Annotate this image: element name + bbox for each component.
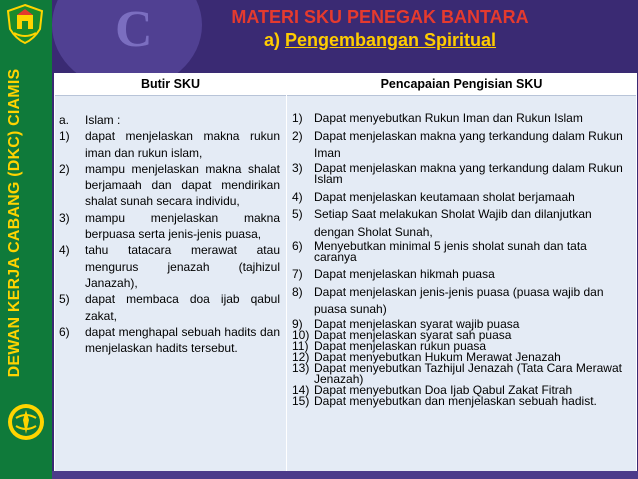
title-line-2: [130, 28, 630, 52]
item-number: 15): [292, 393, 310, 408]
column-divider: [286, 74, 287, 472]
item-number: 3): [292, 160, 303, 175]
item-text: Dapat menjelaskan syarat wajib puasa: [314, 316, 520, 331]
list-item: [59, 242, 280, 291]
item-number: 8): [292, 284, 303, 299]
item-number: 11): [292, 338, 309, 353]
item-text: mampu menjelaskan makna shalat berjamaah dan dapat mendirikan shalat sunah secara individu,: [85, 161, 280, 209]
list-item: [59, 112, 280, 128]
background-logo-mark: C: [115, 1, 153, 58]
table-header-row: [55, 74, 636, 96]
header-pencapaian: Pencapaian Pengisian SKU: [380, 77, 543, 91]
list-item: [292, 110, 630, 128]
item-text: Setiap Saat melakukan Sholat Wajib dan dilanjutkan dengan Sholat Sunah,: [314, 207, 592, 239]
slide-title: [130, 6, 630, 52]
item-number: 1): [59, 129, 70, 144]
item-number: 3): [59, 210, 70, 225]
item-number: 4): [59, 243, 70, 258]
list-item: [59, 161, 280, 210]
list-item: [292, 128, 630, 163]
item-number: 5): [59, 292, 70, 307]
item-number: 14): [292, 382, 310, 397]
item-text: dapat menghapal sebuah hadits dan menjelaskan hadits tersebut.: [85, 324, 280, 356]
sidebar: [0, 0, 52, 479]
kabupaten-logo-icon: [4, 3, 46, 45]
item-text: Dapat menyebutkan Rukun Iman dan Rukun Islam: [314, 111, 583, 125]
title-line-2-prefix: a): [263, 30, 285, 50]
list-item: [292, 160, 630, 186]
title-line-1: MATERI SKU PENEGAK BANTARA: [231, 7, 529, 27]
title-line-2-main: Pengembangan Spiritual: [284, 30, 497, 50]
item-text: Dapat menjelaskan syarat sah puasa: [314, 327, 512, 342]
item-text: Dapat menyebutkan Tazhijul Jenazah (Tata Cara Merawat Jenazah): [314, 360, 622, 386]
item-number: 6): [59, 324, 70, 339]
list-item: [59, 128, 280, 161]
list-item: [59, 210, 280, 243]
list-item: [292, 266, 630, 284]
item-number: 2): [59, 161, 70, 176]
item-text: Islam :: [85, 113, 121, 127]
list-item: [292, 206, 630, 241]
item-text: Dapat menjelaskan hikmah puasa: [314, 267, 495, 281]
item-text: tahu tatacara merawat atau mengurus jenazah (tajhizul Janazah),: [85, 243, 280, 290]
item-number: 9): [292, 316, 303, 331]
item-text: Dapat menjelaskan jenis-jenis puasa (puasa wajib dan puasa sunah): [314, 284, 604, 316]
list-item: [292, 189, 630, 207]
list-item: [59, 324, 280, 357]
item-text: Dapat menjelaskan makna yang terkandung dalam Rukun Iman: [314, 128, 623, 160]
item-text: Dapat menyebutkan Doa Ijab Qabul Zakat Fitrah: [314, 382, 573, 397]
item-text: Menyebutkan minimal 5 jenis sholat sunah dan tata caranya: [314, 239, 587, 264]
item-number: 12): [292, 349, 310, 364]
item-number: 13): [292, 360, 310, 375]
item-number: 4): [292, 189, 303, 204]
list-item: [292, 284, 630, 319]
item-text: mampu menjelaskan makna berpuasa serta jenis-jenis puasa,: [85, 210, 280, 242]
butir-sku-column: [59, 112, 280, 356]
item-text: Dapat menyebutkan Hukum Merawat Jenazah: [314, 349, 561, 364]
item-number: 7): [292, 267, 303, 281]
item-number: a.: [59, 113, 70, 127]
item-number: 2): [292, 128, 303, 143]
sidebar-organization-label: DEWAN KERJA CABANG (DKC) CIAMIS: [6, 68, 23, 378]
list-item: [292, 393, 630, 408]
item-text: Dapat menyebutkan dan menjelaskan sebuah hadist.: [314, 393, 597, 408]
list-item: [292, 241, 630, 263]
item-number: 10): [292, 327, 310, 342]
item-number: 1): [292, 111, 303, 125]
item-number: 5): [292, 207, 303, 221]
sku-table: [54, 73, 637, 473]
item-text: Dapat menjelaskan rukun puasa: [314, 338, 487, 353]
item-text: Dapat menjelaskan keutamaan sholat berjamaah: [314, 189, 575, 204]
item-text: dapat menjelaskan makna rukun iman dan rukun islam,: [85, 129, 280, 160]
item-text: dapat membaca doa ijab qabul zakat,: [85, 292, 280, 323]
list-item: [59, 291, 280, 324]
item-number: 6): [292, 239, 303, 253]
tunas-kelapa-logo-icon: [6, 402, 46, 442]
header-butir-sku: Butir SKU: [140, 77, 201, 91]
bottom-decoration: [52, 471, 638, 479]
item-text: Dapat menjelaskan makna yang terkandung dalam Rukun Islam: [314, 160, 623, 186]
list-item: [292, 360, 630, 386]
pencapaian-column: [292, 110, 630, 407]
